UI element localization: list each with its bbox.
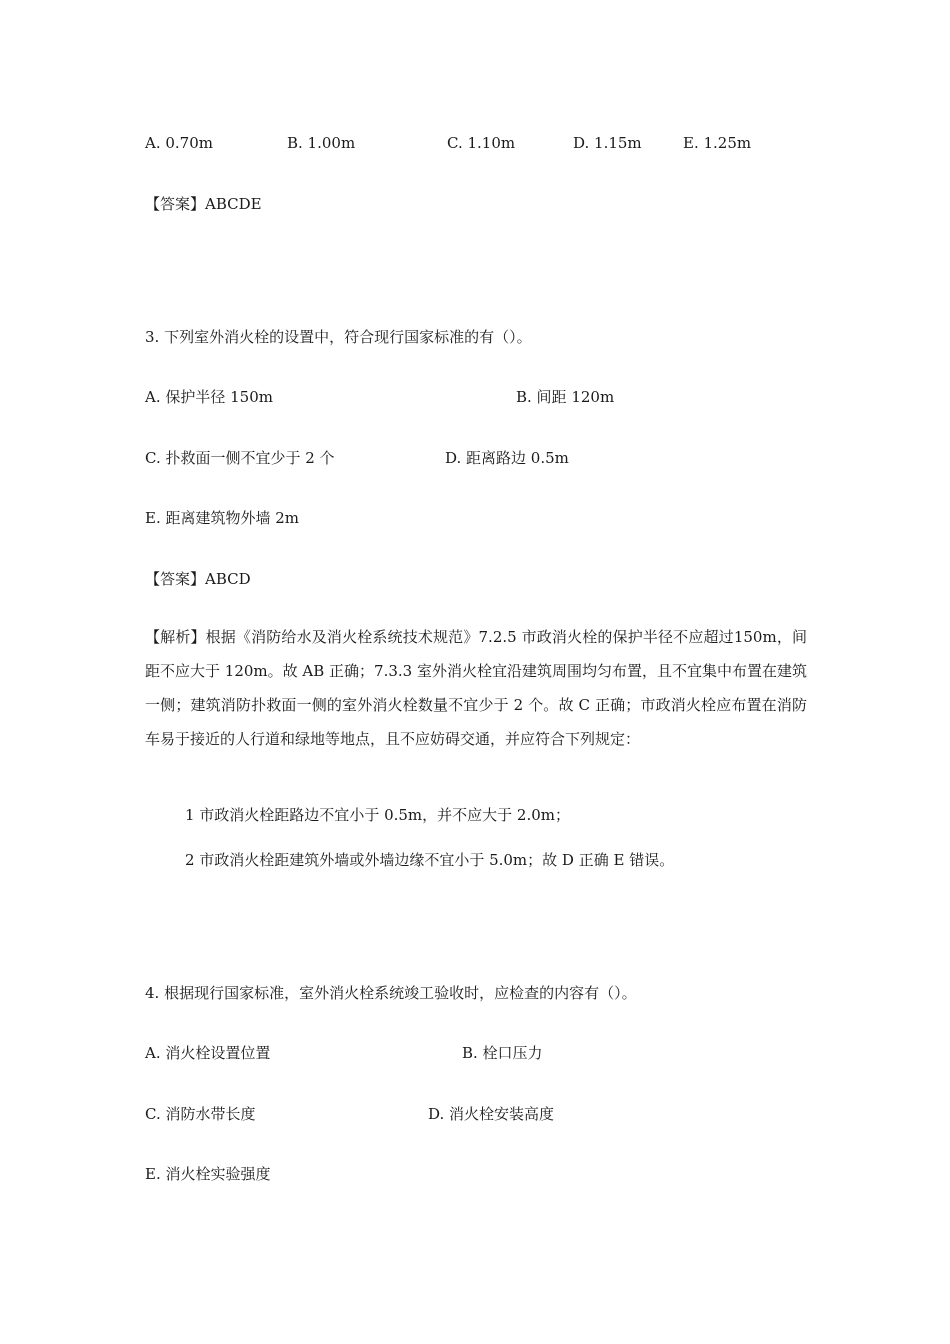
q2-option-a: A. 0.70m <box>145 134 213 152</box>
q2-option-d: D. 1.15m <box>573 134 642 152</box>
q4-option-e: E. 消火栓实验强度 <box>145 1165 271 1183</box>
q3-stem: 3. 下列室外消火栓的设置中，符合现行国家标准的有（）。 <box>145 328 532 346</box>
q2-answer: 【答案】ABCDE <box>145 195 262 213</box>
q3-option-e: E. 距离建筑物外墙 2m <box>145 509 300 527</box>
q3-rule-2: 2 市政消火栓距建筑外墙或外墙边缘不宜小于 5.0m；故 D 正确 E 错误。 <box>185 851 675 869</box>
q4-option-d: D. 消火栓安装高度 <box>428 1105 555 1123</box>
q3-rule-1: 1 市政消火栓距路边不宜小于 0.5m，并不应大于 2.0m； <box>185 806 571 824</box>
q3-option-b: B. 间距 120m <box>516 388 615 406</box>
q2-option-e: E. 1.25m <box>683 134 752 152</box>
q2-option-c: C. 1.10m <box>447 134 516 152</box>
q3-option-c: C. 扑救面一侧不宜少于 2 个 <box>145 449 335 467</box>
q3-option-a: A. 保护半径 150m <box>145 388 273 406</box>
q4-stem: 4. 根据现行国家标准，室外消火栓系统竣工验收时，应检查的内容有（）。 <box>145 984 637 1002</box>
q4-option-c: C. 消防水带长度 <box>145 1105 256 1123</box>
q4-option-b: B. 栓口压力 <box>462 1044 543 1062</box>
q4-option-a: A. 消火栓设置位置 <box>145 1044 271 1062</box>
q3-analysis: 【解析】根据《消防给水及消火栓系统技术规范》7.2.5 市政消火栓的保护半径不应超过150m，间距不应大于 120m。故 AB 正确；7.3.3 室外消火栓宜沿建筑周围均匀布置，且不宜集中布置在建筑一侧；建筑消防扑救面一侧的室外消火栓数量不宜少于 2 个。故 C 正确；市政消火栓应布置在消防车易于接近的人行道和绿地等地点，且不应妨碍交通，并应符合下列规定： <box>145 628 807 748</box>
q2-option-b: B. 1.00m <box>287 134 356 152</box>
q3-option-d: D. 距离路边 0.5m <box>445 449 569 467</box>
q3-answer: 【答案】ABCD <box>145 570 251 588</box>
